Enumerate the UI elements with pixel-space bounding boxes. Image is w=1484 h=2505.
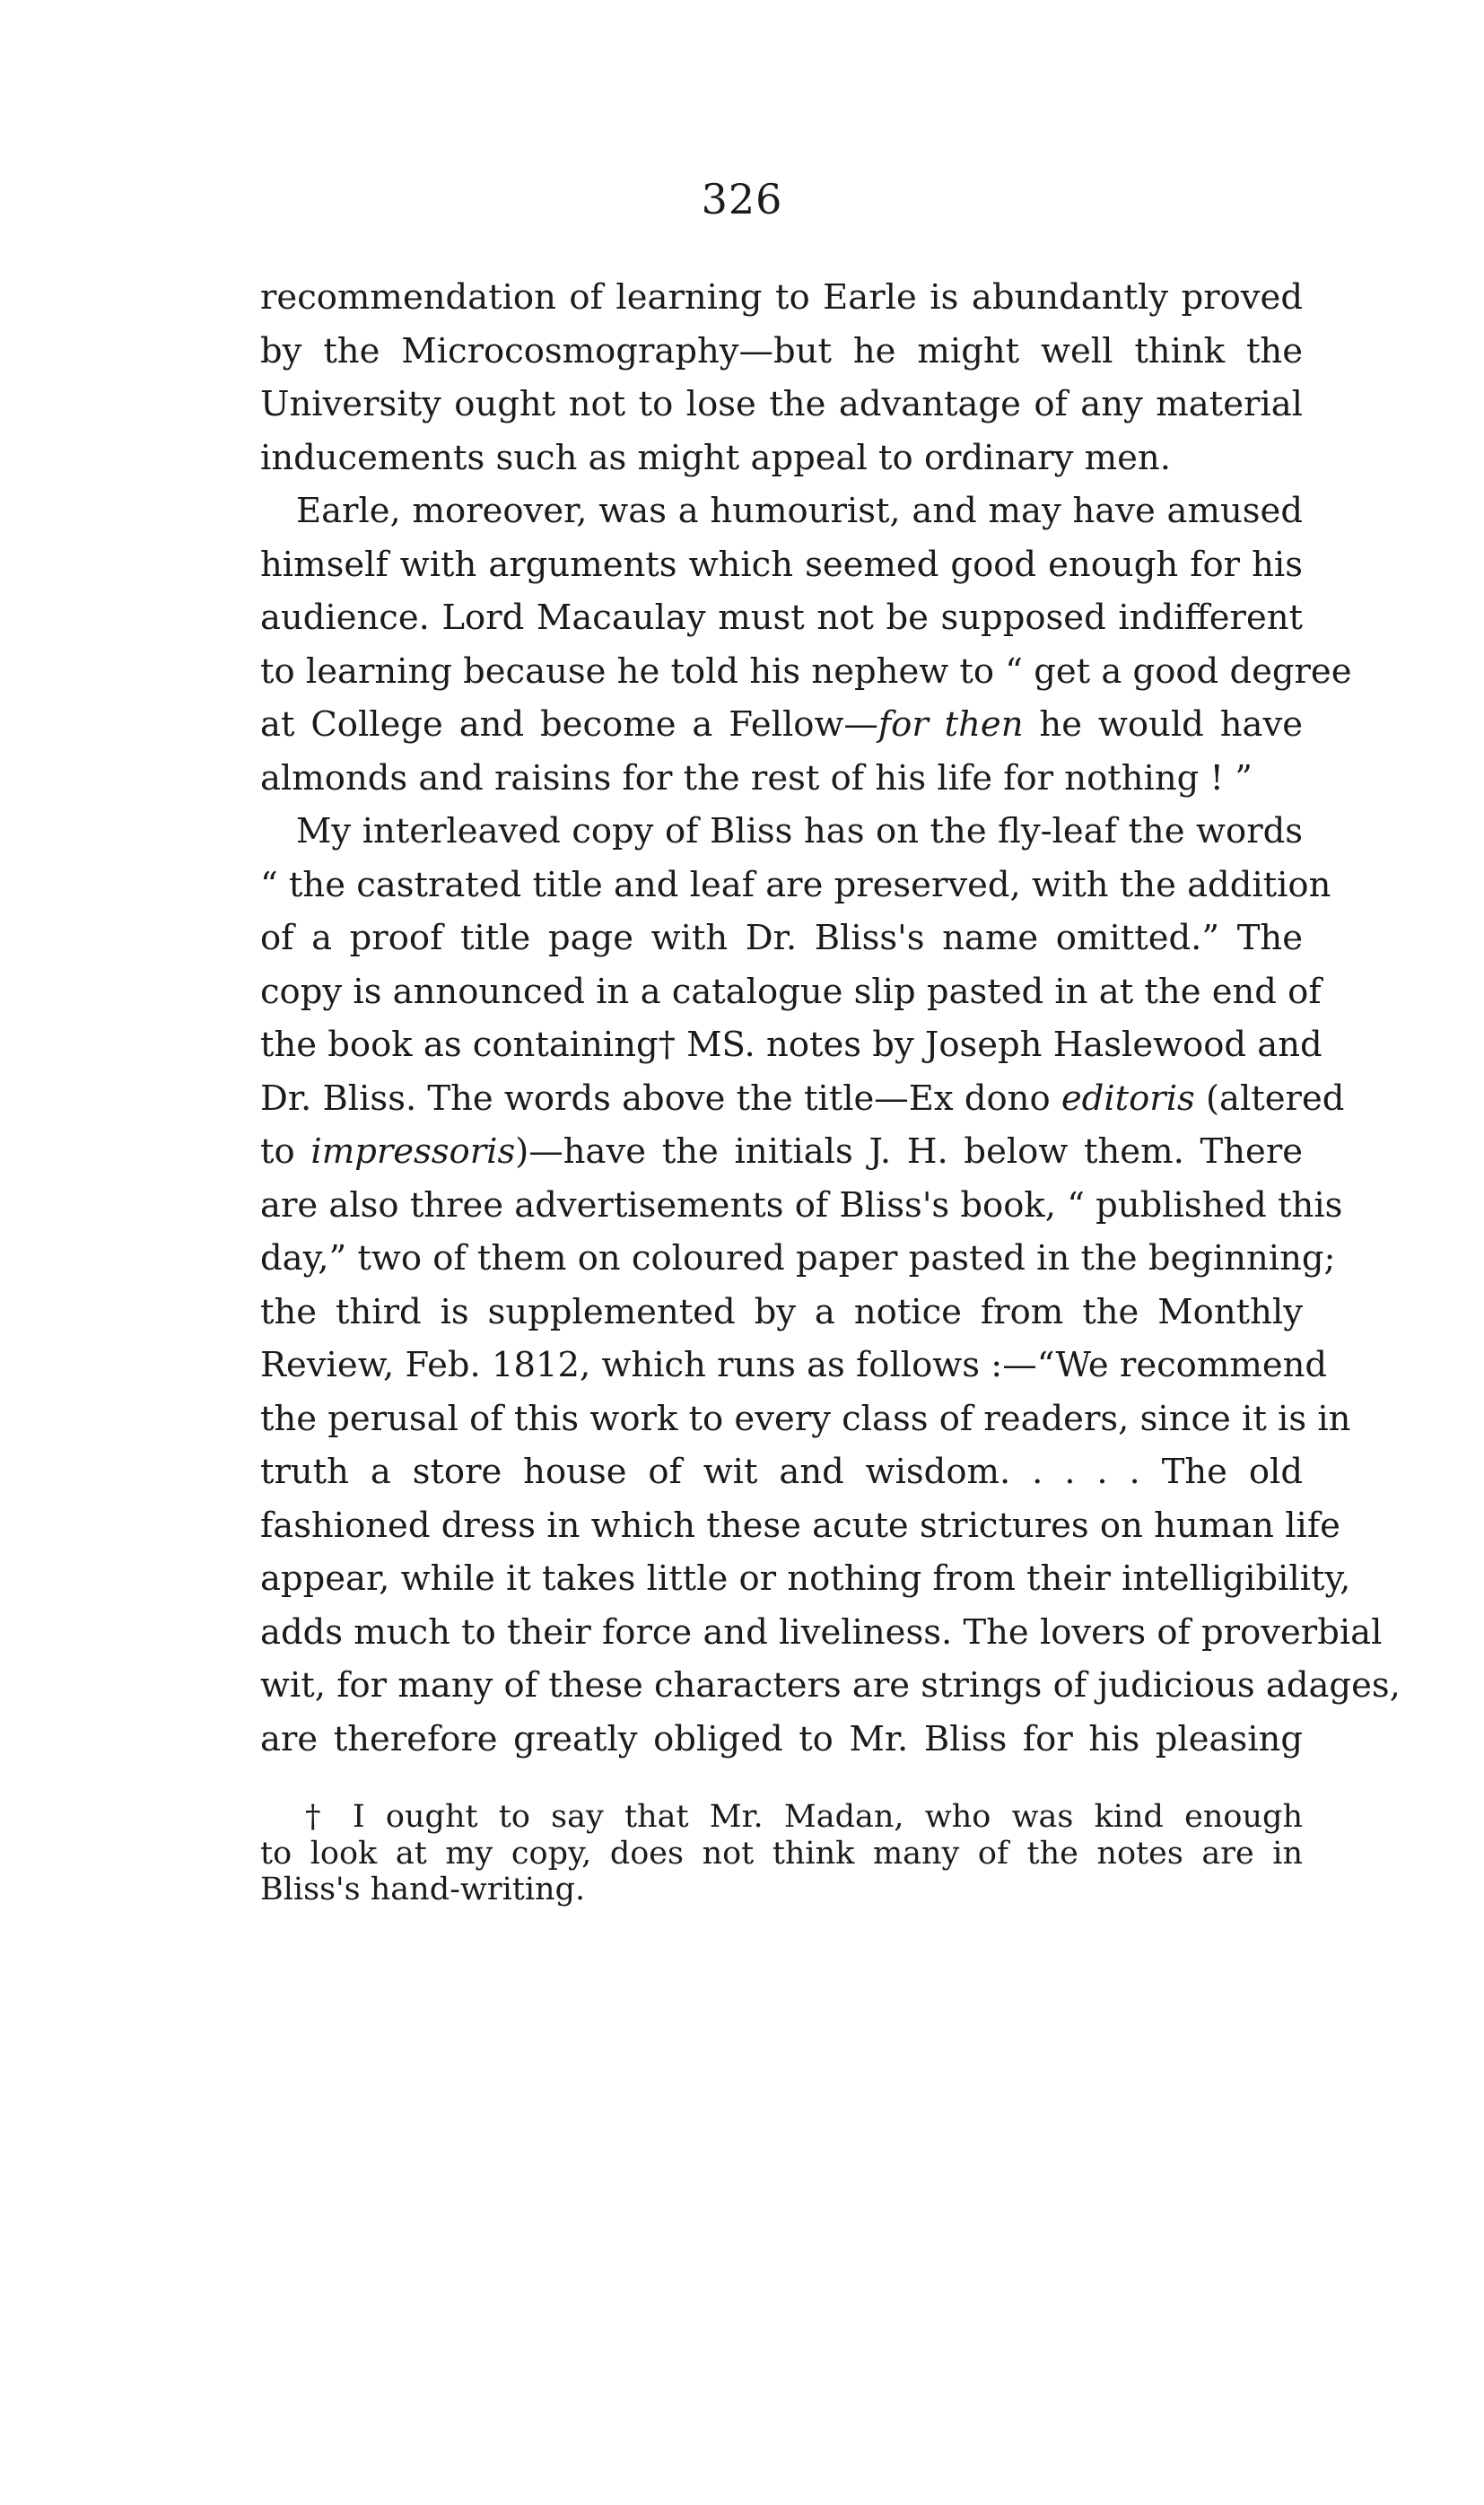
text-segment: (altered [1194, 1078, 1345, 1119]
italic-text: impressoris [310, 1131, 516, 1172]
text-line: himself with arguments which seemed good enough for his [260, 544, 1303, 585]
text-line: wit, for many of these characters are strings of judicious adages, [260, 1665, 1401, 1706]
italic-text: for then [877, 704, 1024, 745]
text-line [260, 1125, 1303, 1179]
footnote-line: to look at my copy, does not think many of the notes are in [260, 1835, 1303, 1872]
text-line: of a proof title page with Dr. Bliss's name omitted.” The [260, 918, 1303, 958]
text-line: fashioned dress in which these acute strictures on human life [260, 1505, 1340, 1546]
text-line: the book as containing† MS. notes by Joseph Haslewood and [260, 1025, 1323, 1065]
footnote-line: † I ought to say that Mr. Madan, who was kind enough [305, 1799, 1303, 1835]
page-number: 326 [701, 175, 783, 223]
paragraph-1 [260, 271, 1303, 484]
text-line: audience. Lord Macaulay must not be supposed indifferent [260, 598, 1303, 638]
text-line [260, 1072, 1345, 1126]
paragraph-3 [260, 805, 1401, 1766]
text-line: recommendation of learning to Earle is abundantly proved [260, 277, 1303, 318]
text-line: Earle, moreover, was a humourist, and may have amused [296, 491, 1303, 531]
text-segment: Dr. Bliss. The words above the title—Ex dono [260, 1078, 1061, 1119]
text-line: are also three advertisements of Bliss's book, “ published this [260, 1184, 1343, 1226]
text-segment: )—have the initials J. H. below them. There [515, 1131, 1304, 1172]
text-line: University ought not to lose the advantage of any material [260, 384, 1303, 424]
text-line: the perusal of this work to every class of readers, since it is in [260, 1398, 1351, 1439]
text-line [260, 698, 1303, 752]
text-line: adds much to their force and liveliness. The lovers of proverbial [260, 1611, 1383, 1653]
text-line: My interleaved copy of Bliss has on the fly-leaf the words [296, 811, 1303, 851]
text-segment: to [260, 1131, 311, 1172]
body-text [260, 271, 1401, 1766]
text-line: are therefore greatly obliged to Mr. Bliss for his pleasing [260, 1718, 1303, 1759]
text-line: the third is supplemented by a notice from the Monthly [260, 1291, 1303, 1332]
text-line: Review, Feb. 1812, which runs as follows :—“We recommend [260, 1345, 1328, 1385]
text-line: inducements such as might appeal to ordinary men. [260, 437, 1171, 478]
text-line: almonds and raisins for the rest of his life for nothing ! ” [260, 757, 1253, 799]
text-line: appear, while it takes little or nothing from their intelligibility, [260, 1558, 1351, 1599]
text-segment: at College and become a Fellow— [260, 704, 878, 745]
footnote [260, 1799, 1303, 1908]
text-line: to learning because he told his nephew to “ get a good degree [260, 650, 1352, 692]
text-line: copy is announced in a catalogue slip pasted in at the end of [260, 971, 1322, 1012]
text-segment: he would have [1023, 704, 1303, 745]
text-line: by the Microcosmography—but he might well think the [260, 330, 1303, 371]
text-line: “ the castrated title and leaf are preserved, with the addition [260, 864, 1331, 905]
paragraph-2 [260, 484, 1352, 805]
footnote-line: Bliss's hand-writing. [260, 1872, 586, 1907]
text-line: day,” two of them on coloured paper pasted in the beginning; [260, 1238, 1336, 1279]
text-line: truth a store house of wit and wisdom. . . . . The old [260, 1452, 1303, 1492]
italic-text: editoris [1061, 1078, 1195, 1119]
